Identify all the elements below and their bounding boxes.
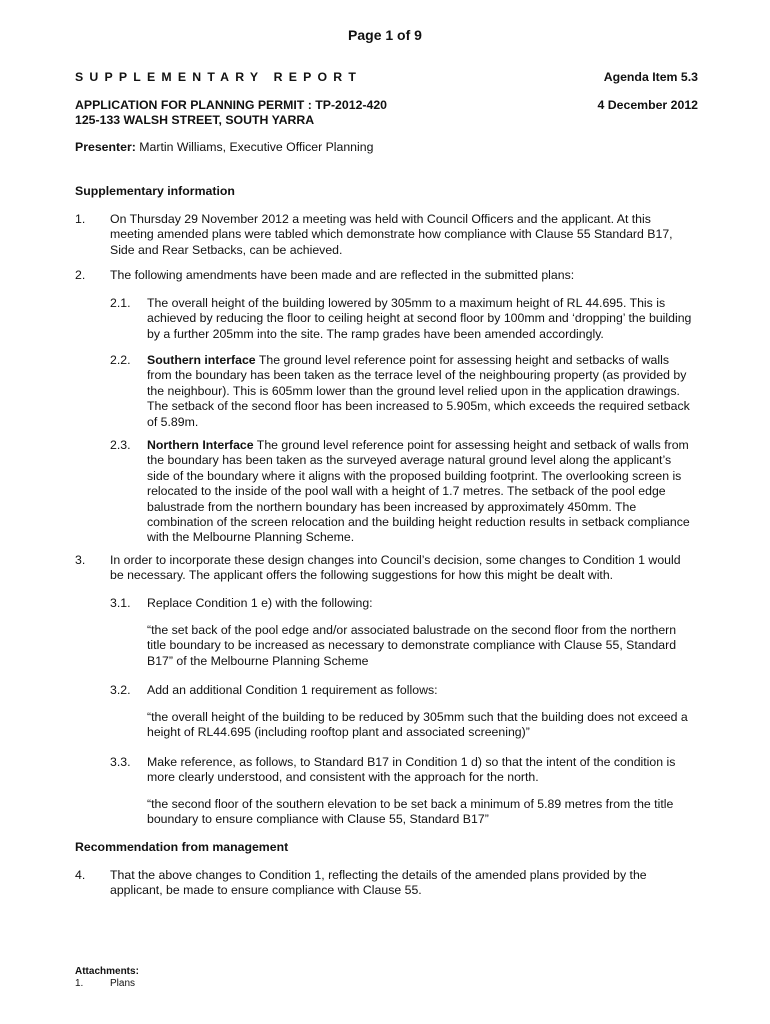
quote-3-1 <box>147 623 717 669</box>
text-line: Replace Condition 1 e) with the following: <box>147 596 373 610</box>
text-line: Add an additional Condition 1 requirement as follows: <box>147 683 438 697</box>
presenter-value: Martin Williams, Executive Officer Planning <box>135 140 374 154</box>
text-line: the boundary has been taken as the surveyed average natural ground level along the applicant’s <box>147 453 672 468</box>
text-run: The ground level reference point for assessing height and setback of walls from <box>253 438 689 452</box>
southern-interface-heading: Southern interface <box>147 353 256 367</box>
text-line: The following amendments have been made and are reflected in the submitted plans: <box>110 268 575 282</box>
subitem-2-2-text <box>147 353 722 430</box>
text-line: be necessary. The applicant offers the following suggestions for how this might be dealt with. <box>110 568 614 583</box>
text-line: more clearly understood, and consistent with the approach for the north. <box>147 770 539 785</box>
text-line: In order to incorporate these design changes into Council’s decision, some changes to Condition 1 would <box>110 553 681 567</box>
supplementary-heading: Supplementary information <box>75 184 235 198</box>
text-line: side of the boundary where it aligns with the proposed building footprint. The overlooking screen is <box>147 468 682 483</box>
text-line: by a further 205mm into the site. The ramp grades have been amended accordingly. <box>147 326 604 341</box>
attachments-label: Attachments: <box>75 966 139 977</box>
text-line: height of RL44.695 (including rooftop plant and associated screening)” <box>147 725 530 740</box>
report-date: 4 December 2012 <box>597 98 698 112</box>
text-line: of 5.89m. <box>147 414 199 429</box>
subitem-number: 3.2. <box>110 683 131 697</box>
item-3-text <box>110 553 722 584</box>
agenda-item: Agenda Item 5.3 <box>603 70 698 84</box>
quote-3-3 <box>147 797 717 828</box>
subitem-3-1-text <box>147 596 722 611</box>
text-line: meeting amended plans were tabled which demonstrate how compliance with Clause 55 Standard B17, <box>110 227 673 242</box>
item-4-text <box>110 868 705 899</box>
attachment-number: 1. <box>75 978 84 989</box>
application-heading <box>75 98 387 129</box>
subitem-number: 3.3. <box>110 755 131 769</box>
text-line: “the overall height of the building to be reduced by 305mm such that the building does not exceed a <box>147 710 688 724</box>
text-line: applicant, be made to ensure compliance with Clause 55. <box>110 883 422 898</box>
text-line: Make reference, as follows, to Standard B17 in Condition 1 d) so that the intent of the condition is <box>147 755 676 769</box>
text-line: with the Melbourne Planning Scheme. <box>147 530 355 545</box>
subitem-3-3-text <box>147 755 722 786</box>
item-number: 1. <box>75 212 86 226</box>
text-line: The overall height of the building lowered by 305mm to a maximum height of RL 44.695. This is <box>147 296 666 310</box>
text-line: That the above changes to Condition 1, reflecting the details of the amended plans provided by the <box>110 868 647 882</box>
text-line: Side and Rear Setbacks, can be achieved. <box>110 242 343 257</box>
text-line: the neighbour). This is 605mm lower than the ground level relied upon in the application drawings. <box>147 383 680 398</box>
text-line <box>147 353 722 368</box>
text-run: The ground level reference point for assessing height and setbacks of walls <box>255 353 669 367</box>
text-line: B17” of the Melbourne Planning Scheme <box>147 653 369 668</box>
text-line: achieved by reducing the floor to ceiling height at second floor by 100mm and ‘dropping’ the building <box>147 311 692 326</box>
attachments <box>75 966 139 990</box>
northern-interface-heading: Northern Interface <box>147 438 254 452</box>
text-line <box>147 438 722 453</box>
text-line: from the boundary has been taken as the terrace level of the neighbouring property (as provided by <box>147 368 687 383</box>
text-line: combination of the screen relocation and the building height reduction results in setback compliance <box>147 515 690 530</box>
attachment-name: Plans <box>110 978 136 989</box>
item-number: 4. <box>75 868 86 882</box>
item-number: 2. <box>75 268 86 282</box>
text-line: The setback of the second floor has been increased to 5.905m, which exceeds the required setback <box>147 399 690 414</box>
subitem-number: 2.1. <box>110 296 131 310</box>
text-line: relocated to the inside of the pool wall with a height of 1.7 metres. The setback of the pool edge <box>147 484 666 499</box>
subitem-2-1-text <box>147 296 722 342</box>
text-line: boundary to ensure compliance with Clause 55, Standard B17” <box>147 812 489 827</box>
report-title: SUPPLEMENTARY REPORT <box>75 70 363 84</box>
subitem-number: 2.2. <box>110 353 131 367</box>
page-number: Page 1 of 9 <box>348 27 422 43</box>
subitem-number: 2.3. <box>110 438 131 452</box>
subitem-3-2-text <box>147 683 722 698</box>
text-line: title boundary to be increased as necessary to demonstrate compliance with Clause 55, Standard <box>147 638 677 653</box>
text-line: “the second floor of the southern elevation to be set back a minimum of 5.89 metres from the title <box>147 797 674 811</box>
text-line: “the set back of the pool edge and/or associated balustrade on the second floor from the northern <box>147 623 677 637</box>
item-1-text <box>110 212 705 258</box>
attachment-item <box>75 978 139 990</box>
quote-3-2 <box>147 710 717 741</box>
item-2-text <box>110 268 705 283</box>
recommendation-heading: Recommendation from management <box>75 840 289 854</box>
subitem-2-3-text <box>147 438 722 546</box>
item-number: 3. <box>75 553 86 567</box>
application-line-2: 125-133 WALSH STREET, SOUTH YARRA <box>75 113 315 128</box>
text-line: On Thursday 29 November 2012 a meeting was held with Council Officers and the applicant. At this <box>110 212 651 226</box>
subitem-number: 3.1. <box>110 596 131 610</box>
presenter-label: Presenter: <box>75 140 136 154</box>
text-line: balustrade from the northern boundary has been increased by approximately 450mm. The <box>147 499 637 514</box>
application-line-1: APPLICATION FOR PLANNING PERMIT : TP-2012-420 <box>75 98 388 112</box>
presenter <box>75 140 373 155</box>
